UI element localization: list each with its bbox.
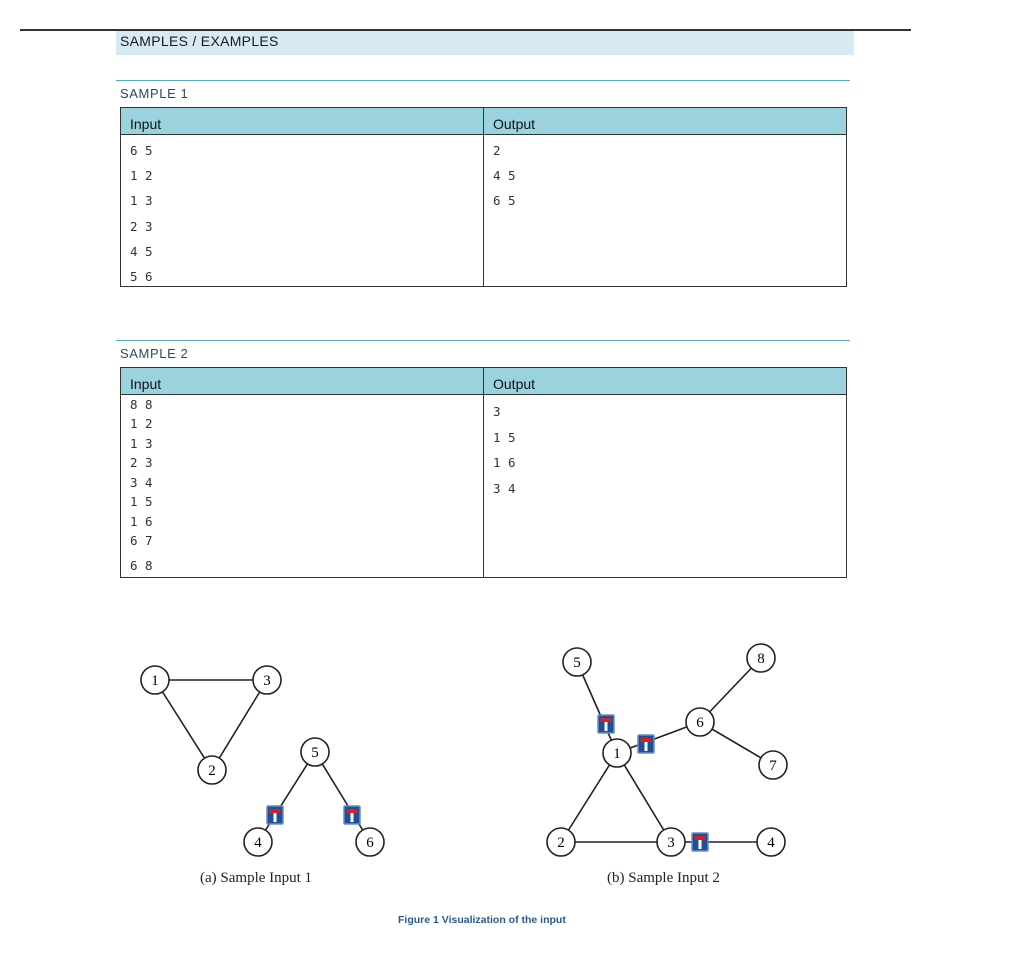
input-line: 1 5 [130,494,153,509]
node-4 [244,828,272,856]
node-7 [759,751,787,779]
output-line: 1 5 [493,430,516,445]
node-label: 1 [151,673,159,689]
node-label: 6 [696,715,704,731]
dead-end-sign-icon [692,833,708,851]
edge-1-2 [155,680,212,770]
graph-a-edges [155,680,370,842]
output-line: 3 4 [493,481,516,496]
edge-5-6 [315,752,370,842]
graph-b-edges [561,658,773,842]
dead-end-sign-icon [598,715,614,733]
input-line: 1 3 [130,436,153,451]
edge-2-3 [212,680,267,770]
input-line: 6 8 [130,558,153,573]
dead-end-sign-icon [344,806,360,824]
node-label: 4 [767,835,775,851]
edge-1-3 [617,753,671,842]
node-1 [603,739,631,767]
graph-a-caption: (a) Sample Input 1 [200,870,313,886]
dead-end-sign-icon [267,806,283,824]
node-3 [253,666,281,694]
node-label: 3 [263,673,271,689]
input-line: 8 8 [130,397,153,412]
node-5 [301,738,329,766]
node-2 [198,756,226,784]
node-6 [686,708,714,736]
input-line: 4 5 [130,244,153,259]
node-5 [563,648,591,676]
input-line: 6 7 [130,533,153,548]
input-header: Input [121,368,484,394]
node-label: 5 [573,655,581,671]
output-header: Output [493,376,536,392]
input-line: 2 3 [130,219,153,234]
node-label: 7 [769,758,777,774]
edge-1-5 [577,662,617,753]
node-1 [141,666,169,694]
node-label: 8 [757,651,765,667]
output-line: 1 6 [493,455,516,470]
node-label: 5 [311,745,319,761]
node-label: 4 [254,835,262,851]
node-label: 1 [613,746,621,762]
sample-2-title: SAMPLE 2 [120,346,189,361]
input-line: 1 3 [130,193,153,208]
figure-label: Figure 1 Visualization of the input [398,914,566,926]
graph-b-caption: (b) Sample Input 2 [607,870,720,886]
node-label: 6 [366,835,374,851]
output-line: 4 5 [493,168,516,183]
output-line: 2 [493,143,501,158]
input-line: 2 3 [130,455,153,470]
dead-end-sign-icon [638,735,654,753]
edge-4-5 [258,752,315,842]
node-2 [547,828,575,856]
node-label: 3 [667,835,675,851]
node-label: 2 [557,835,565,851]
node-3 [657,828,685,856]
node-6 [356,828,384,856]
sample-1-title: SAMPLE 1 [120,86,189,101]
input-line: 1 2 [130,168,153,183]
output-line: 6 5 [493,193,516,208]
input-line: 3 4 [130,475,153,490]
node-4 [757,828,785,856]
input-line: 6 5 [130,143,153,158]
graph-a-nodes [141,666,384,856]
edge-1-2 [561,753,617,842]
input-line: 5 6 [130,269,153,284]
node-label: 2 [208,763,216,779]
node-8 [747,644,775,672]
banner-title: SAMPLES / EXAMPLES [120,33,279,49]
output-header: Output [493,116,536,132]
input-line: 1 6 [130,514,153,529]
input-header: Input [121,108,484,134]
input-line: 1 2 [130,416,153,431]
output-line: 3 [493,404,501,419]
